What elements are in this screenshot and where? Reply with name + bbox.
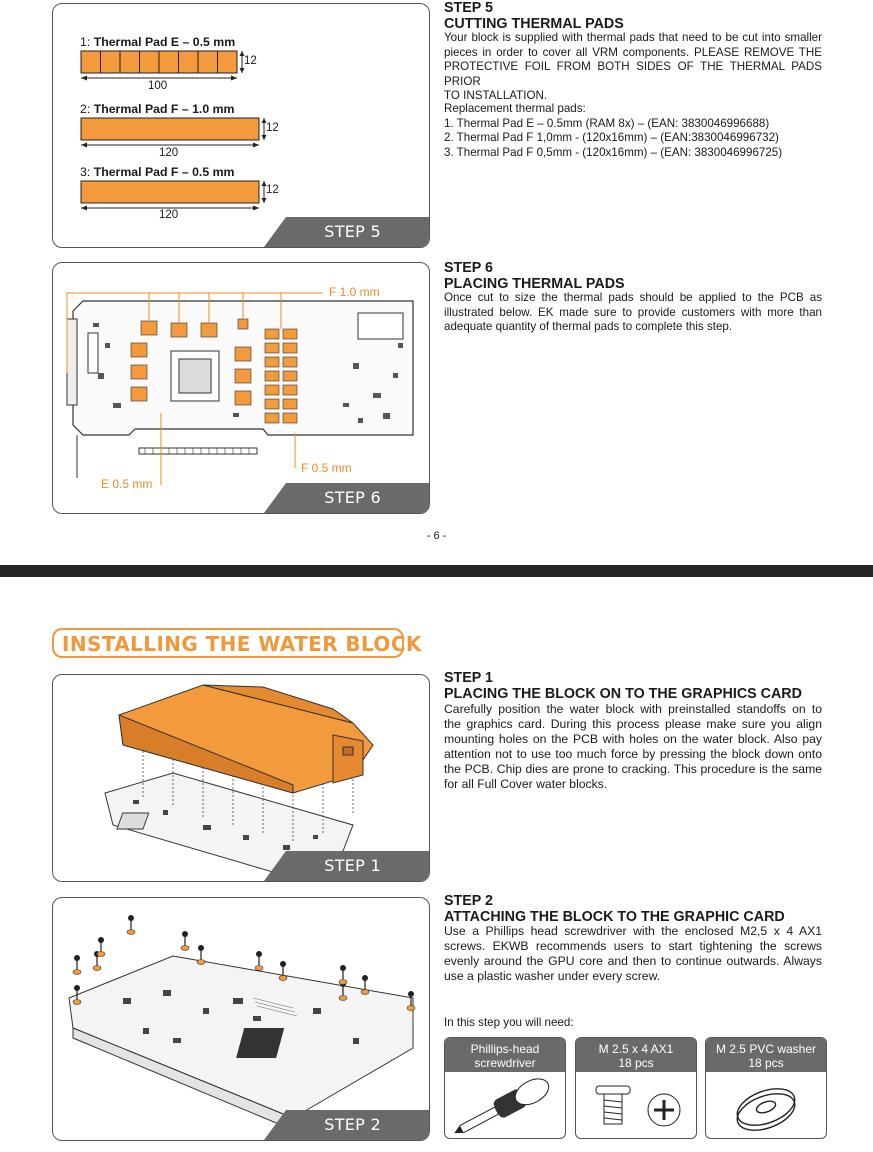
step2-heading: STEP 2 ATTACHING THE BLOCK TO THE GRAPHIC CARD xyxy=(444,893,785,925)
pad2-label: 2: Thermal Pad F – 1.0 mm xyxy=(80,102,235,116)
pad2-height: 12 xyxy=(266,122,279,134)
step5-paragraph: Your block is supplied with thermal pads that need to be cut into smaller pieces in order to cover all VRM components. PLEASE REMOVE THE PROTECTIVE FOIL FROM BOTH SIDES OF THE THERMAL PADS PRIOR TO INSTALLATION. xyxy=(444,31,822,102)
step1-heading: STEP 1 PLACING THE BLOCK ON TO THE GRAPHICS CARD xyxy=(444,670,802,702)
step6-tab: STEP 6 xyxy=(264,483,429,513)
pad2-width: 120 xyxy=(159,147,179,159)
step2-tab: STEP 2 xyxy=(264,1110,429,1140)
step6-panel xyxy=(52,262,430,514)
step1-panel xyxy=(52,674,430,882)
screw-icon xyxy=(576,1072,696,1138)
page-divider xyxy=(0,565,873,577)
pad1-height: 12 xyxy=(244,55,257,67)
tool-screw: M 2.5 x 4 AX1 18 pcs xyxy=(575,1037,697,1139)
step2-need-label: In this step you will need: xyxy=(444,1016,574,1029)
step5-tab: STEP 5 xyxy=(264,217,429,247)
screwdriver-icon xyxy=(445,1072,565,1138)
step5-heading: STEP 5 CUTTING THERMAL PADS xyxy=(444,0,624,32)
callout-f05: F 0.5 mm xyxy=(301,461,352,475)
pad1-diagram xyxy=(73,48,273,94)
tool-washer: M 2.5 PVC washer 18 pcs xyxy=(705,1037,827,1139)
callout-f10: F 1.0 mm xyxy=(329,285,380,299)
step6-paragraph: Once cut to size the thermal pads should be applied to the PCB as illustrated below. EK made sure to provide customers with more than adequate quantity of thermal pads to complete this step. xyxy=(444,291,822,333)
pad3-height: 12 xyxy=(266,184,279,196)
washer-icon xyxy=(706,1072,826,1138)
step5-replacement-list: Replacement thermal pads: 1. Thermal Pad E – 0.5mm (RAM 8x) – (EAN: 3830046996688) 2. Thermal Pad F 1,0mm - (120x16mm) – (EAN:3830046996732) 3. Thermal Pad F 0,5mm - (120x16mm) – (EAN: 3830046996725) xyxy=(444,102,783,159)
callout-e05: E 0.5 mm xyxy=(101,477,153,491)
pad1-width: 100 xyxy=(148,80,168,92)
step2-panel xyxy=(52,897,430,1141)
step1-paragraph: Carefully position the water block with preinstalled standoffs on to the graphics card. During this process please make sure you align mounting holes on the PCB with holes on the water block. Also pay attention not to use too much force by pressing the block down onto the PCB. Chip dies are prone to cracking. This procedure is the same for all Full Cover water blocks. xyxy=(444,702,822,791)
section-title: INSTALLING THE WATER BLOCK xyxy=(52,628,404,658)
step5-panel xyxy=(52,3,430,248)
screw-placement-diagram xyxy=(53,898,429,1140)
step6-heading: STEP 6 PLACING THERMAL PADS xyxy=(444,260,625,292)
pad3-width: 120 xyxy=(159,209,179,221)
pad1-label: 1: Thermal Pad E – 0.5 mm xyxy=(80,35,236,49)
page-number: - 6 - xyxy=(426,530,447,542)
tool-screwdriver: Phillips-head screwdriver xyxy=(444,1037,566,1139)
step1-tab: STEP 1 xyxy=(264,851,429,881)
step2-paragraph: Use a Phillips head screwdriver with the enclosed M2,5 x 4 AX1 screws. EKWB recommends users to start tightening the screws evenly around the GPU core and then to continue outwards. Always use a plastic washer under every screw. xyxy=(444,924,822,983)
pcb-pad-placement-diagram xyxy=(53,263,429,513)
pad3-label: 3: Thermal Pad F – 0.5 mm xyxy=(80,165,235,179)
